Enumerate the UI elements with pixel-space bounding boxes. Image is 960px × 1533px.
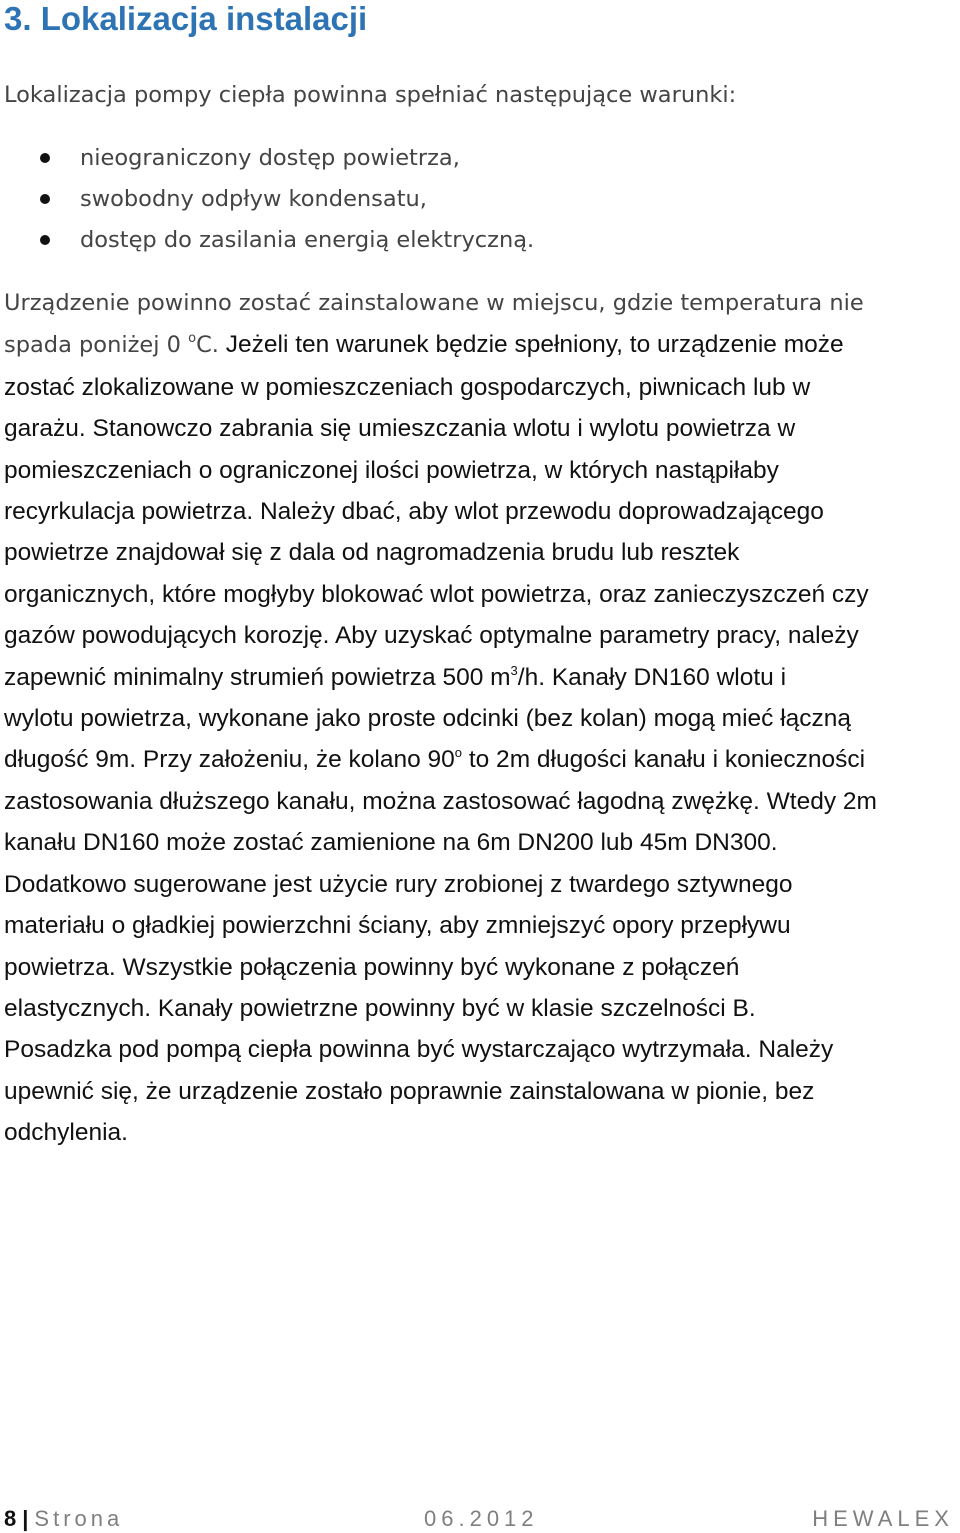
- paragraph-line: organicznych, które mogłyby blokować wlot powietrza, oraz zanieczyszczeń czy: [4, 580, 869, 608]
- list-item: [0, 138, 534, 179]
- degree-superscript: o: [188, 331, 197, 347]
- paragraph-text: C.: [196, 332, 219, 359]
- paragraph-line: [4, 739, 949, 780]
- list-item: [0, 179, 534, 220]
- paragraph-text: zapewnić minimalny strumień powietrza 500 m: [4, 663, 511, 691]
- section-title: 3. Lokalizacja instalacji: [4, 0, 368, 37]
- paragraph-line: Dodatkowo sugerowane jest użycie rury zrobionej z twardego sztywnego: [4, 870, 793, 898]
- paragraph-line: zastosowania dłuższego kanału, można zastosować łagodną zwężkę. Wtedy 2m: [4, 787, 877, 815]
- paragraph-line: garażu. Stanowczo zabrania się umieszczania wlotu i wylotu powietrza w: [4, 415, 796, 443]
- page-number: 8: [4, 1506, 17, 1531]
- body-paragraph: [4, 283, 949, 1154]
- paragraph-line: zostać zlokalizowane w pomieszczeniach gospodarczych, piwnicach lub w: [4, 373, 811, 401]
- paragraph-line: elastycznych. Kanały powietrzne powinny być w klasie szczelności B.: [4, 994, 756, 1022]
- list-item-text: nieograniczony dostęp powietrza,: [80, 145, 460, 171]
- paragraph-line: pomieszczeniach o ograniczonej ilości powietrza, w których nastąpiłaby: [4, 456, 779, 484]
- paragraph-text: /h. Kanały DN160 wlotu i: [517, 663, 787, 691]
- paragraph-line: [4, 657, 949, 698]
- paragraph-line: gazów powodujących korozję. Aby uzyskać optymalne parametry pracy, należy: [4, 622, 859, 650]
- paragraph-line: wylotu powietrza, wykonane jako proste odcinki (bez kolan) mogą mieć łączną: [4, 705, 852, 733]
- paragraph-line: upewnić się, że urządzenie zostało poprawnie zainstalowana w pionie, bez: [4, 1077, 815, 1105]
- footer-separator: |: [22, 1506, 29, 1531]
- paragraph-line: [4, 324, 949, 366]
- page-footer: [4, 1504, 954, 1533]
- bullet-icon: [40, 235, 50, 245]
- paragraph-line: Posadzka pod pompą ciepła powinna być wystarczająco wytrzymała. Należy: [4, 1036, 834, 1064]
- paragraph-line: powietrza. Wszystkie połączenia powinny być wykonane z połączeń: [4, 953, 740, 981]
- paragraph-text: to 2m długości kanału i konieczności: [462, 746, 866, 774]
- paragraph-line: [4, 283, 949, 324]
- list-item: [0, 220, 534, 261]
- angle-superscript: o: [454, 745, 463, 761]
- footer-brand: HEWALEX: [812, 1506, 954, 1531]
- bullet-icon: [40, 194, 50, 204]
- footer-date: 06.2012: [424, 1506, 539, 1531]
- page-label: Strona: [34, 1506, 124, 1531]
- paragraph-line: materiału o gładkiej powierzchni ściany, aby zmniejszyć opory przepływu: [4, 912, 791, 940]
- intro-text: Lokalizacja pompy ciepła powinna spełniać następujące warunki:: [4, 82, 737, 108]
- list-item-text: dostęp do zasilania energią elektryczną.: [80, 227, 535, 253]
- requirements-list: [0, 138, 534, 261]
- paragraph-line: powietrze znajdował się z dala od nagromadzenia brudu lub resztek: [4, 539, 740, 567]
- cubic-superscript: 3: [510, 662, 518, 678]
- paragraph-line: odchylenia.: [4, 1119, 128, 1147]
- paragraph-text: Urządzenie powinno zostać zainstalowane w miejscu, gdzie temperatura nie: [4, 290, 864, 316]
- paragraph-line: recyrkulacja powietrza. Należy dbać, aby wlot przewodu doprowadzającego: [4, 498, 824, 526]
- paragraph-text: spada poniżej 0: [4, 332, 189, 359]
- paragraph-text: długość 9m. Przy założeniu, że kolano 90: [4, 746, 455, 774]
- paragraph-text: Jeżeli ten warunek będzie spełniony, to urządzenie może: [218, 331, 844, 359]
- list-item-text: swobodny odpływ kondensatu,: [80, 186, 427, 212]
- paragraph-line: kanału DN160 może zostać zamienione na 6m DN200 lub 45m DN300.: [4, 829, 778, 857]
- bullet-icon: [40, 153, 50, 163]
